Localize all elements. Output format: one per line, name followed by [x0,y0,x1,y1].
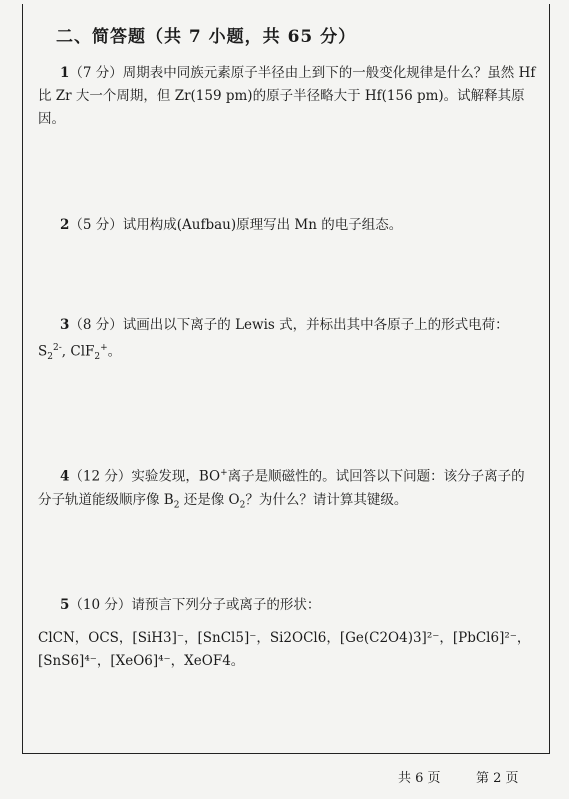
section-title: 二、简答题（共 7 小题，共 65 分） [56,27,357,47]
footer-total-pages: 共 6 页 [398,771,441,786]
q5-text: （10 分）请预言下列分子或离子的形状： [69,597,321,613]
q4-number: 4 [60,468,70,485]
question-4: 4（12 分）实验发现，BO+离子是顺磁性的。试回答以下问题：该分子离子的分子轨道能级顺序像 $B_2$ 还是像 $O_2$？为什么？请计算其键级。 [38,468,525,511]
q1-text: （7 分）周期表中同族元素原子半径由上到下的一般变化规律是什么？虽然 Hf 比 Zr 大一个周期，但 Zr(159 pm)的原子半径略大于 Hf(156 pm)。试解释其原因。 [38,65,536,127]
question-1 [38,62,538,131]
q3-text: （8 分）试画出以下离子的 Lewis 式，并标出其中各原子上的形式电荷： [69,317,509,333]
question-2 [38,214,538,237]
q5-species: ClCN，OCS，[SiH3]⁻，[SnCl5]⁻，Si2OCl6，[Ge(C2O4)3]²⁻，[PbCl6]²⁻，[SnS6]⁴⁻，[XeO6]⁴⁻，XeOF4。 [38,630,531,669]
question-5 [38,594,538,673]
q2-number: 2 [60,217,70,233]
footer-page-number: 第 2 页 [476,771,519,786]
q3-number: 3 [60,317,70,333]
question-3 [38,314,538,369]
q3-ions: $S_2^{2-}$, ClF$_2$+。 [38,343,122,363]
q1-number: 1 [60,65,70,81]
q5-number: 5 [60,597,70,613]
q2-text: （5 分）试用构成(Aufbau)原理写出 Mn 的电子组态。 [69,217,403,233]
